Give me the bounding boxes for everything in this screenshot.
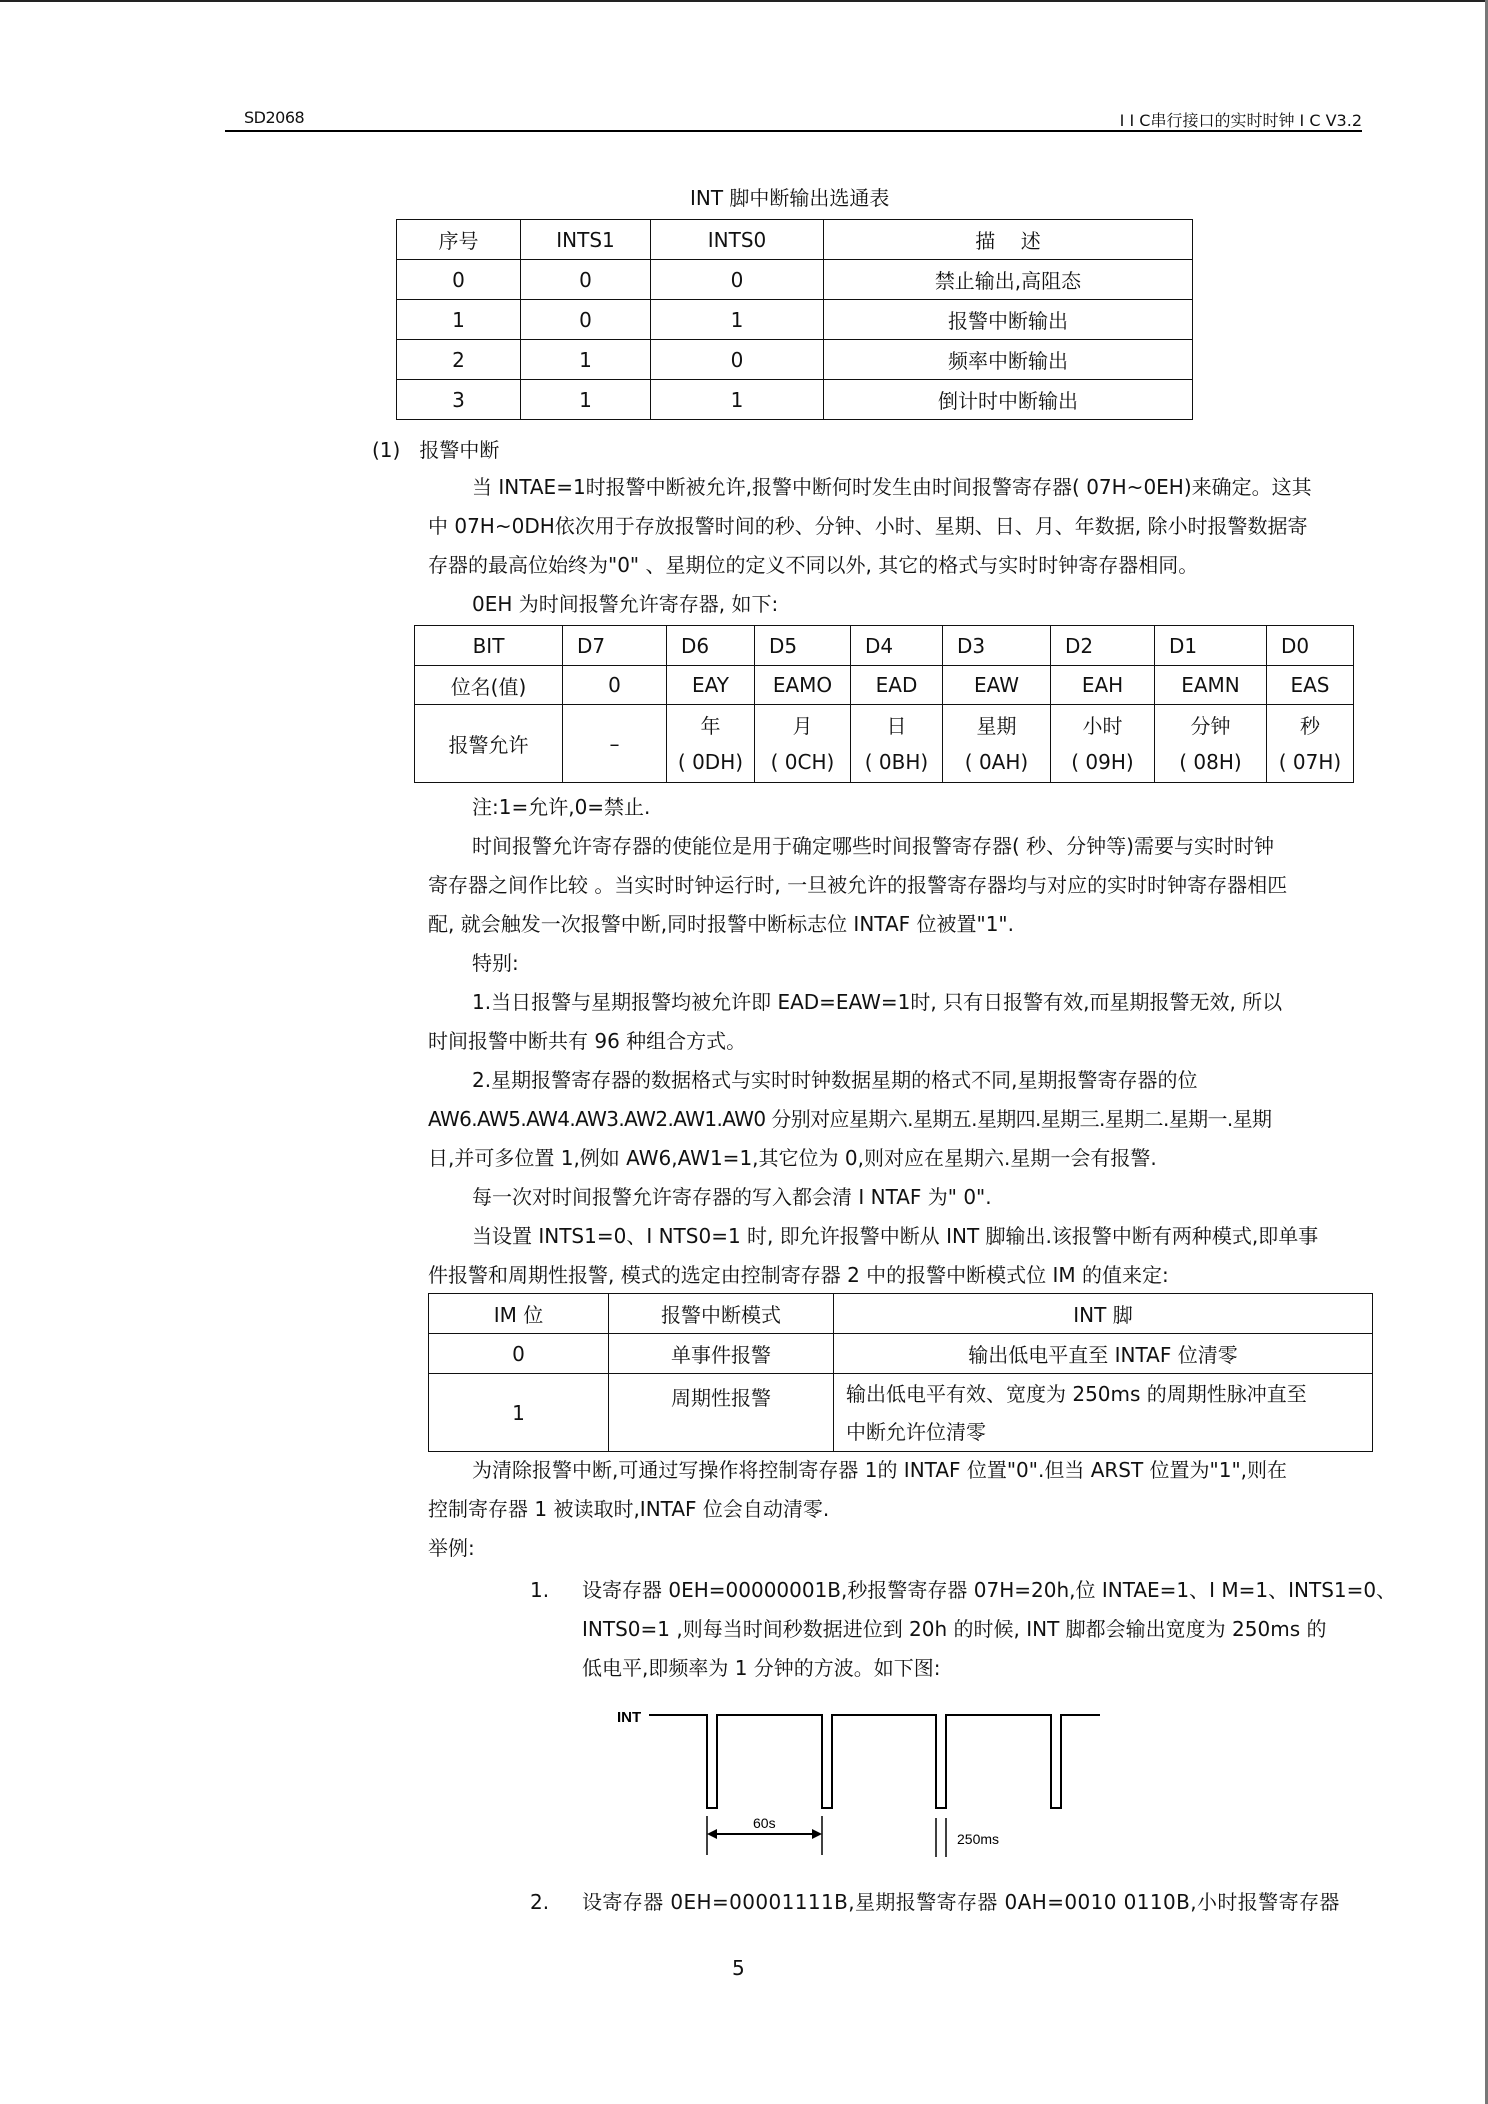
table-cell: D1 bbox=[1155, 626, 1267, 666]
int-select-table bbox=[396, 219, 1193, 420]
paragraph-line: 配, 就会触发一次报警中断,同时报警中断标志位 INTAF 位被置"1". bbox=[428, 912, 1014, 936]
table-cell: 1 bbox=[429, 1374, 609, 1452]
page-top-border bbox=[0, 0, 1488, 2]
table-row bbox=[397, 300, 1193, 340]
paragraph-line: 寄存器之间作比较 。当实时时钟运行时, 一旦被允许的报警寄存器均与对应的实时时钟寄存器相匹 bbox=[428, 873, 1288, 897]
table-cell: 报警中断输出 bbox=[824, 300, 1193, 340]
table-cell: 3 bbox=[397, 380, 521, 420]
table-cell: D6 bbox=[667, 626, 755, 666]
paragraph-line: 日,并可多位置 1,例如 AW6,AW1=1,其它位为 0,则对应在星期六.星期一会有报警. bbox=[428, 1146, 1157, 1170]
table-cell: 0 bbox=[563, 666, 667, 705]
cell-text: 输出低电平有效、宽度为 250ms 的周期性脉冲直至 bbox=[846, 1381, 1307, 1406]
arrowhead-left-icon bbox=[707, 1829, 717, 1839]
paragraph-line: 0EH 为时间报警允许寄存器, 如下: bbox=[472, 592, 779, 616]
int-waveform-diagram bbox=[600, 1690, 1280, 1880]
table-cell: 1 bbox=[397, 300, 521, 340]
table-cell bbox=[1051, 705, 1155, 783]
note: 注:1=允许,0=禁止. bbox=[472, 795, 651, 819]
page-number: 5 bbox=[732, 1956, 745, 1980]
cell-name: 分钟 bbox=[1190, 713, 1231, 738]
arrowhead-right-icon bbox=[812, 1829, 822, 1839]
cell-address: ( 09H) bbox=[1071, 749, 1134, 774]
cell-text: 中断允许位清零 bbox=[846, 1419, 986, 1444]
paragraph-line: 控制寄存器 1 被读取时,INTAF 位会自动清零. bbox=[428, 1497, 830, 1521]
table-cell: D5 bbox=[755, 626, 851, 666]
paragraph-line: AW6.AW5.AW4.AW3.AW2.AW1.AW0 分别对应星期六.星期五.星期四.星期三.星期二.星期一.星期 bbox=[428, 1107, 1272, 1131]
table-cell: 0 bbox=[651, 260, 824, 300]
column-header: 报警中断模式 bbox=[609, 1294, 834, 1334]
alarm-enable-row bbox=[415, 705, 1354, 783]
paragraph-line: 1.当日报警与星期报警均被允许即 EAD=EAW=1时, 只有日报警有效,而星期报警无效, 所以 bbox=[472, 990, 1283, 1014]
table-cell: 1 bbox=[521, 340, 651, 380]
header-title: I I C串行接口的实时时钟 I C V3.2 bbox=[1119, 111, 1362, 130]
table-cell: 0 bbox=[429, 1334, 609, 1374]
table-cell: EAW bbox=[943, 666, 1051, 705]
cell-name: 星期 bbox=[976, 713, 1017, 738]
table-cell: 输出低电平直至 INTAF 位清零 bbox=[834, 1334, 1373, 1374]
cell-name: 秒 bbox=[1300, 713, 1320, 738]
cell-address: ( 0AH) bbox=[964, 749, 1029, 774]
waveform-signal-label: INT bbox=[617, 1709, 642, 1726]
cell-name: 小时 bbox=[1082, 713, 1123, 738]
table-cell: D4 bbox=[851, 626, 943, 666]
paragraph-line: 当 INTAE=1时报警中断被允许,报警中断何时发生由时间报警寄存器( 07H~0EH)来确定。这其 bbox=[472, 475, 1312, 499]
paragraph-line: 为清除报警中断,可通过写操作将控制寄存器 1的 INTAF 位置"0".但当 ARST 位置为"1",则在 bbox=[472, 1458, 1288, 1482]
table-row bbox=[429, 1374, 1373, 1452]
im-mode-table bbox=[428, 1293, 1373, 1452]
paragraph-line: 时间报警允许寄存器的使能位是用于确定哪些时间报警寄存器( 秒、分钟等)需要与实时时钟 bbox=[472, 834, 1274, 858]
cell-address: ( 08H) bbox=[1179, 749, 1242, 774]
paragraph-line: 每一次对时间报警允许寄存器的写入都会清 I NTAF 为" 0". bbox=[472, 1185, 992, 1209]
table-cell bbox=[943, 705, 1051, 783]
table-cell: 报警允许 bbox=[415, 705, 563, 783]
table-row bbox=[429, 1334, 1373, 1374]
section-title-alarm-interrupt: (1) 报警中断 bbox=[372, 438, 500, 462]
table-row bbox=[397, 380, 1193, 420]
table-cell: 1 bbox=[651, 300, 824, 340]
column-header: INTS0 bbox=[651, 220, 824, 260]
bit-name-row bbox=[415, 666, 1354, 705]
paragraph-line: 当设置 INTS1=0、I NTS0=1 时, 即允许报警中断从 INT 脚输出.该报警中断有两种模式,即单事 bbox=[472, 1224, 1319, 1248]
table-cell: EAMO bbox=[755, 666, 851, 705]
column-header: INT 脚 bbox=[834, 1294, 1373, 1334]
table-cell: EAD bbox=[851, 666, 943, 705]
example-number: 1. bbox=[530, 1578, 550, 1602]
table-cell bbox=[755, 705, 851, 783]
paragraph-line: INTS0=1 ,则每当时间秒数据进位到 20h 的时候, INT 脚都会输出宽度为 250ms 的 bbox=[582, 1617, 1327, 1641]
special-label: 特别: bbox=[472, 951, 519, 975]
table-cell: 0 bbox=[651, 340, 824, 380]
cell-address: ( 0DH) bbox=[677, 749, 744, 774]
cell-name: 年 bbox=[700, 713, 721, 738]
table-cell: EAMN bbox=[1155, 666, 1267, 705]
table-cell: D7 bbox=[563, 626, 667, 666]
table-cell: 0 bbox=[521, 300, 651, 340]
column-header: 描 述 bbox=[824, 220, 1193, 260]
table-cell bbox=[1267, 705, 1354, 783]
table-cell: 1 bbox=[521, 380, 651, 420]
paragraph-line: 件报警和周期性报警, 模式的选定由控制寄存器 2 中的报警中断模式位 IM 的值来定: bbox=[428, 1263, 1169, 1287]
example-number: 2. bbox=[530, 1890, 550, 1914]
table-cell: 0 bbox=[521, 260, 651, 300]
table-cell bbox=[1155, 705, 1267, 783]
paragraph-line: 2.星期报警寄存器的数据格式与实时时钟数据星期的格式不同,星期报警寄存器的位 bbox=[472, 1068, 1198, 1092]
table-cell: BIT bbox=[415, 626, 563, 666]
example-label: 举例: bbox=[428, 1536, 475, 1560]
header-model: SD2068 bbox=[244, 108, 305, 127]
paragraph-line: 时间报警中断共有 96 种组合方式。 bbox=[428, 1029, 747, 1053]
table-cell: 2 bbox=[397, 340, 521, 380]
column-header: 序号 bbox=[397, 220, 521, 260]
table-header-row bbox=[397, 220, 1193, 260]
cell-address: ( 0CH) bbox=[770, 749, 835, 774]
table-cell: D0 bbox=[1267, 626, 1354, 666]
table-cell bbox=[851, 705, 943, 783]
table-cell: D3 bbox=[943, 626, 1051, 666]
table-cell: 单事件报警 bbox=[609, 1334, 834, 1374]
paragraph-line: 设寄存器 0EH=00001111B,星期报警寄存器 0AH=0010 0110B,小时报警寄存器 bbox=[582, 1890, 1340, 1914]
table-row bbox=[397, 340, 1193, 380]
waveform-trace bbox=[649, 1715, 1100, 1808]
paragraph-line: 中 07H~0DH依次用于存放报警时间的秒、分钟、小时、星期、日、月、年数据, 除小时报警数据寄 bbox=[428, 514, 1308, 538]
cell-text: 周期性报警 bbox=[671, 1386, 771, 1410]
table-row bbox=[397, 260, 1193, 300]
int-table-caption: INT 脚中断输出选通表 bbox=[690, 186, 890, 210]
table-cell: 1 bbox=[651, 380, 824, 420]
cell-address: ( 07H) bbox=[1278, 749, 1342, 774]
table-cell: D2 bbox=[1051, 626, 1155, 666]
table-cell: 位名(值) bbox=[415, 666, 563, 705]
table-cell bbox=[667, 705, 755, 783]
table-cell: 频率中断输出 bbox=[824, 340, 1193, 380]
table-cell: EAY bbox=[667, 666, 755, 705]
table-cell: EAS bbox=[1267, 666, 1354, 705]
cell-name: 月 bbox=[792, 713, 813, 738]
paragraph-line: 低电平,即频率为 1 分钟的方波。如下图: bbox=[582, 1656, 941, 1680]
cell-address: ( 0BH) bbox=[864, 749, 929, 774]
paragraph-line: 存器的最高位始终为"0" 、星期位的定义不同以外, 其它的格式与实时时钟寄存器相同。 bbox=[428, 553, 1199, 577]
table-cell: EAH bbox=[1051, 666, 1155, 705]
table-header-row bbox=[429, 1294, 1373, 1334]
table-cell: – bbox=[563, 705, 667, 783]
table-cell bbox=[834, 1374, 1373, 1452]
cell-name: 日 bbox=[886, 713, 907, 738]
period-label: 60s bbox=[753, 1815, 776, 1831]
table-cell: 禁止输出,高阻态 bbox=[824, 260, 1193, 300]
column-header: INTS1 bbox=[521, 220, 651, 260]
column-header: IM 位 bbox=[429, 1294, 609, 1334]
paragraph-line: 设寄存器 0EH=00000001B,秒报警寄存器 07H=20h,位 INTAE=1、I M=1、INTS1=0、 bbox=[582, 1578, 1397, 1602]
table-cell bbox=[609, 1374, 834, 1452]
page-header bbox=[225, 106, 1362, 132]
table-cell: 0 bbox=[397, 260, 521, 300]
pulse-width-label: 250ms bbox=[957, 1831, 1000, 1847]
table-cell: 倒计时中断输出 bbox=[824, 380, 1193, 420]
alarm-enable-register-table bbox=[414, 625, 1354, 783]
bit-row bbox=[415, 626, 1354, 666]
